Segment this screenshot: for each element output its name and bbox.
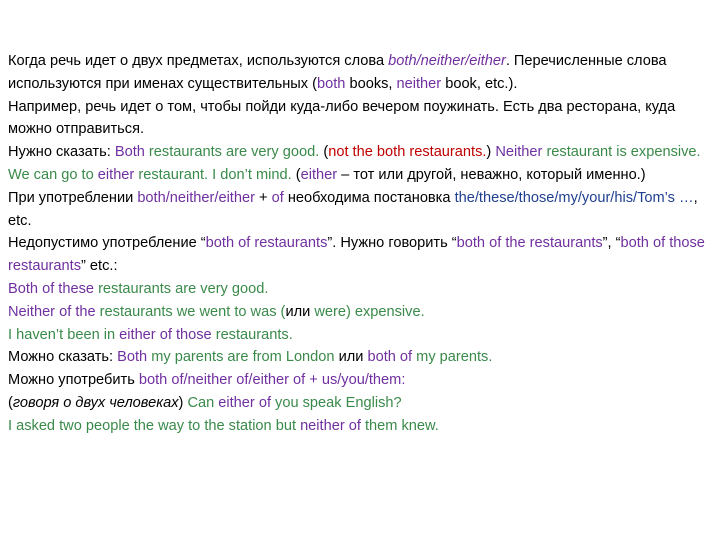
document-body bbox=[8, 50, 714, 438]
text-run: или bbox=[338, 349, 364, 366]
text-run: book, etc.). bbox=[441, 75, 518, 92]
text-run: my parents are from London bbox=[147, 349, 339, 366]
text-run: not the both restaurants. bbox=[328, 144, 487, 161]
text-run: I asked two people the way to the station but bbox=[8, 417, 301, 434]
text-run: Можно сказать: bbox=[8, 349, 118, 366]
text-run: both bbox=[317, 75, 346, 92]
paragraph-1 bbox=[8, 50, 714, 96]
text-run: Можно употребить bbox=[8, 372, 139, 389]
text-run: ( bbox=[323, 144, 329, 161]
text-run: restaurants are very good. bbox=[94, 280, 269, 297]
text-run: either of bbox=[218, 394, 271, 411]
text-run: Both of these bbox=[8, 280, 95, 297]
text-run: ) bbox=[486, 144, 496, 161]
text-run: restaurant is expensive. We can go to bbox=[8, 144, 701, 183]
text-run: , etc. bbox=[8, 189, 698, 229]
text-run: ”. Нужно говорить “ bbox=[327, 235, 457, 252]
text-run: необходима постановка bbox=[283, 189, 455, 206]
text-run: of bbox=[271, 189, 284, 206]
text-run: the/these/those/my/your/his/Tom’s … bbox=[454, 189, 694, 206]
paragraph-3 bbox=[8, 141, 714, 187]
text-run: either of those bbox=[119, 326, 212, 343]
text-run: ( bbox=[8, 394, 13, 411]
text-run: both of restaurants bbox=[205, 235, 328, 252]
text-run: books, bbox=[345, 75, 397, 92]
text-run: Neither of the bbox=[8, 303, 96, 320]
text-run: Both bbox=[117, 349, 148, 366]
text-run: Neither bbox=[495, 144, 543, 161]
text-run: either bbox=[97, 166, 135, 183]
text-run: ) bbox=[178, 394, 188, 411]
text-run: Both bbox=[114, 144, 145, 161]
paragraph-4 bbox=[8, 187, 714, 233]
text-run: Например, речь идет о том, чтобы пойди куда-либо вечером поужинать. Есть два ресторана, куда можно отправиться. bbox=[8, 98, 676, 138]
paragraph-12 bbox=[8, 415, 714, 438]
paragraph-2 bbox=[8, 96, 714, 142]
paragraph-7 bbox=[8, 301, 714, 324]
text-run: Когда речь идет о двух предметах, используются слова bbox=[8, 53, 389, 69]
text-run: ” etc.: bbox=[81, 258, 118, 275]
paragraph-8 bbox=[8, 324, 714, 347]
text-run: ”, “ bbox=[602, 235, 621, 252]
text-run: restaurants. bbox=[211, 326, 293, 343]
text-run: . Перечисленные слова используются при именах существительных ( bbox=[8, 53, 667, 92]
text-run: them knew. bbox=[360, 417, 439, 434]
text-run: Нужно сказать: bbox=[8, 144, 115, 161]
paragraph-5 bbox=[8, 232, 714, 278]
text-run: – тот или другой, неважно, который именно.) bbox=[337, 166, 646, 183]
paragraph-6 bbox=[8, 278, 714, 301]
text-run: I haven’t been in bbox=[8, 326, 120, 343]
paragraph-9 bbox=[8, 346, 714, 369]
text-run: Can bbox=[187, 394, 219, 411]
text-run: were) expensive. bbox=[310, 303, 425, 320]
text-run: Недопустимо употребление “ bbox=[8, 235, 206, 252]
text-run: both/neither/either bbox=[388, 53, 506, 69]
text-run: говоря о двух человеках bbox=[12, 394, 179, 411]
text-run: neither of bbox=[300, 417, 361, 434]
text-run: restaurants we went to was ( bbox=[95, 303, 286, 320]
text-run: ( bbox=[295, 166, 301, 183]
text-run: both of the restaurants bbox=[456, 235, 603, 252]
text-run: both/neither/either bbox=[137, 189, 255, 206]
text-run: my parents. bbox=[412, 349, 493, 366]
text-run: restaurant. I don’t mind. bbox=[134, 166, 296, 183]
paragraph-11 bbox=[8, 392, 714, 415]
text-run: При употреблении bbox=[8, 189, 138, 206]
text-run: you speak English? bbox=[271, 394, 402, 411]
text-run: both of/neither of/either of + us/you/them: bbox=[138, 372, 406, 389]
text-run: either bbox=[300, 166, 338, 183]
text-run: или bbox=[285, 303, 311, 320]
text-run: restaurants are very good. bbox=[144, 144, 324, 161]
text-run: + bbox=[254, 189, 272, 206]
text-run: neither bbox=[396, 75, 442, 92]
paragraph-10 bbox=[8, 369, 714, 392]
text-run: both of bbox=[367, 349, 413, 366]
text-run: both of those restaurants bbox=[8, 235, 705, 275]
